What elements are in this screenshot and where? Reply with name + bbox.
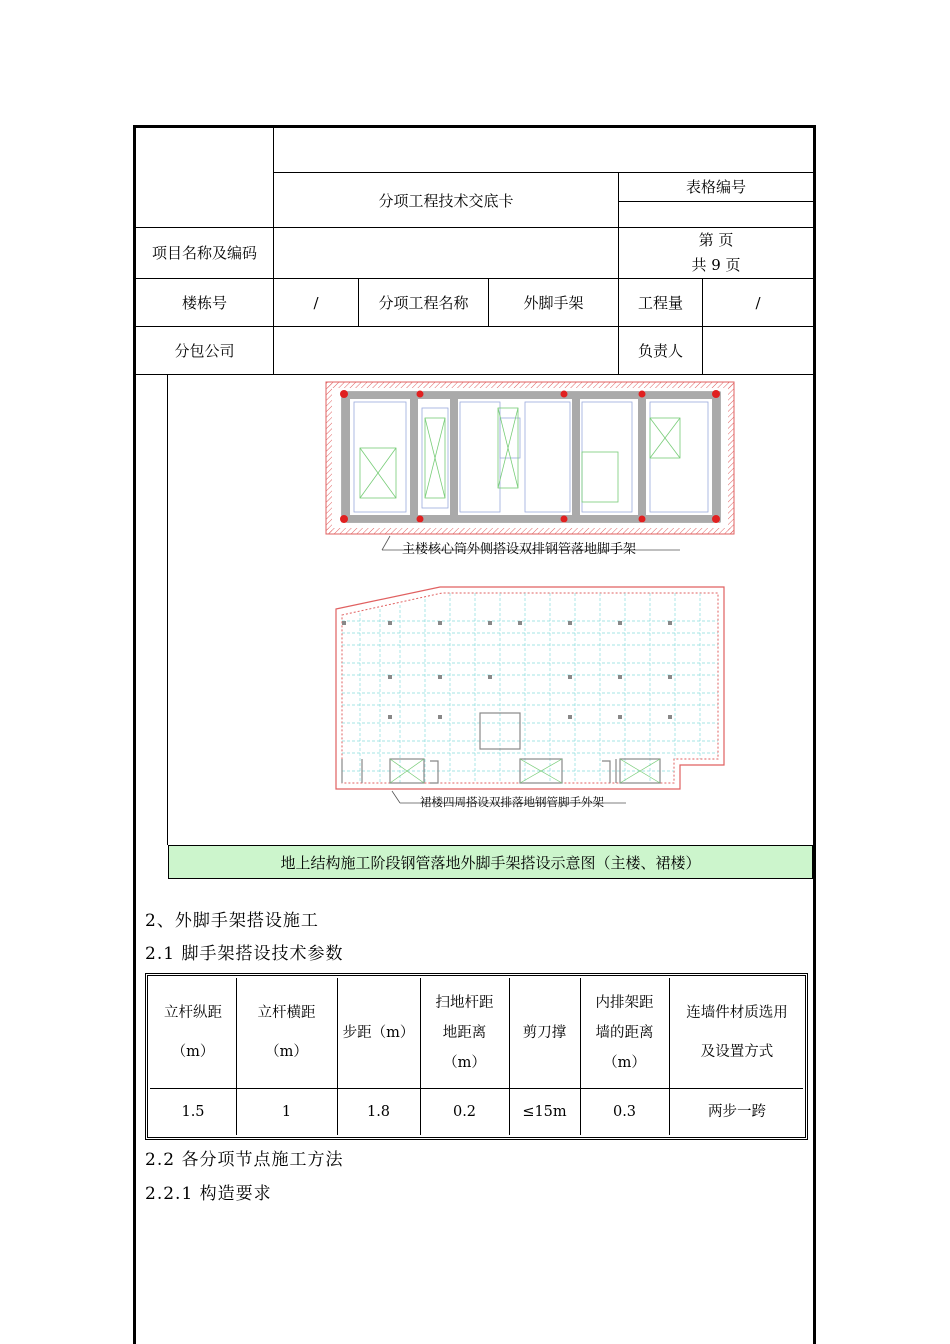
table-header-cell: 连墙件材质选用 及设置方式	[686, 1005, 788, 1060]
form-title: 分项工程技术交底卡	[378, 191, 514, 210]
subcontractor-value	[274, 327, 618, 374]
table-header-cell: 立杆纵距 （m）	[164, 1005, 222, 1060]
table-header-cell: 步距（m）	[342, 1024, 415, 1041]
building-label: 楼栋号	[181, 293, 227, 312]
table-header-cell: 剪刀撑	[522, 1024, 567, 1041]
building-value: /	[313, 293, 319, 312]
table-value-cell: 两步一跨	[708, 1104, 766, 1120]
podium-caption: 裙楼四周搭设双排落地钢管脚手外架	[420, 795, 604, 809]
section-heading-2: 2、外脚手架搭设施工	[145, 911, 319, 931]
table-header-cell: 内排架距 墙的距离 （m）	[595, 995, 654, 1071]
table-value-cell: 0.2	[452, 1104, 477, 1120]
responsible-person-label: 负责人	[637, 341, 683, 360]
subcontractor-label: 分包公司	[174, 341, 235, 360]
subitem-label: 分项工程名称	[378, 293, 469, 312]
section-heading-2-2: 2.2 各分项节点施工方法	[145, 1150, 344, 1170]
table-header-cell: 扫地杆距 地距离 （m）	[435, 995, 494, 1071]
project-name-value	[274, 228, 618, 278]
main-tower-plan-drawing	[320, 378, 740, 558]
quantity-value: /	[755, 293, 761, 312]
table-value-cell: 1	[281, 1104, 292, 1120]
table-header-cell: 立杆横距 （m）	[257, 1005, 316, 1060]
form-number-value	[619, 202, 813, 227]
podium-plan-drawing	[330, 583, 730, 813]
section-heading-2-1: 2.1 脚手架搭设技术参数	[145, 944, 344, 964]
subitem-value: 外脚手架	[523, 293, 584, 312]
table-value-cell: 1.5	[181, 1104, 205, 1120]
form-number-label: 表格编号	[685, 178, 746, 196]
project-name-label: 项目名称及编码	[151, 244, 257, 262]
table-value-cell: ≤15m	[522, 1104, 567, 1120]
main-tower-caption: 主楼核心筒外侧搭设双排钢管落地脚手架	[402, 542, 637, 557]
figure-banner: 地上结构施工阶段钢管落地外脚手架搭设示意图（主楼、裙楼）	[168, 845, 813, 879]
table-value-cell: 0.3	[612, 1104, 637, 1120]
scaffold-parameters-table	[145, 973, 808, 1140]
quantity-label: 工程量	[637, 293, 683, 312]
page-label: 第 页	[698, 231, 734, 249]
section-heading-2-2-1: 2.2.1 构造要求	[145, 1184, 272, 1204]
total-pages: 共 9 页	[691, 256, 741, 274]
table-value-cell: 1.8	[366, 1104, 391, 1120]
